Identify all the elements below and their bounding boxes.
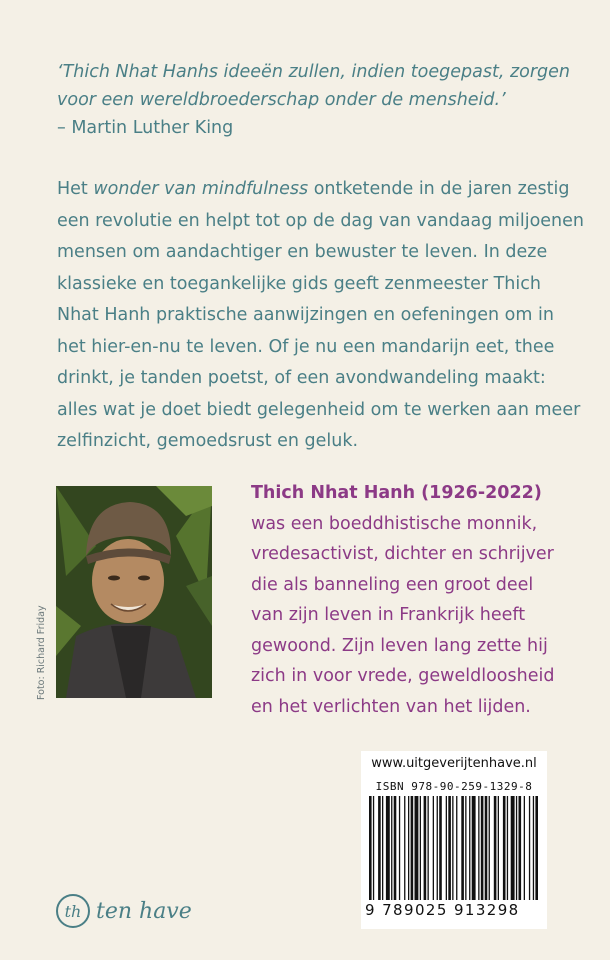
barcode-bar <box>448 796 451 900</box>
author-bio-text: was een boeddhistische monnik, vredesactivist, dichter en schrijver die als banneling een groot deel van zijn leven in Frankrijk heeft gewoond. Zijn leven lang zette hij zich in voor vrede, geweldloosheid en het verlichten van het lijden. <box>251 513 555 717</box>
quote-attribution: – Martin Luther King <box>57 118 234 138</box>
barcode-bar <box>507 796 508 900</box>
barcode-bar <box>378 796 381 900</box>
barcode-bar <box>456 796 457 900</box>
barcode-bar <box>535 796 538 900</box>
barcode-bar <box>519 796 522 900</box>
publisher-url: www.uitgeverijtenhave.nl <box>371 756 537 771</box>
isbn-label: ISBN 978-90-259-1329-8 <box>375 780 533 793</box>
barcode-bar <box>485 796 488 900</box>
barcode-bar <box>481 796 484 900</box>
barcode-bars <box>367 796 541 902</box>
barcode-bar <box>446 796 447 900</box>
barcode-bar <box>391 796 392 900</box>
barcode-panel <box>361 751 547 929</box>
barcode-bar <box>511 796 515 900</box>
barcode-bar <box>472 796 476 900</box>
barcode-bar <box>386 796 390 900</box>
barcode-bar <box>424 796 427 900</box>
barcode-bar <box>399 796 400 900</box>
barcode-bar <box>415 796 419 900</box>
author-name: Thich Nhat Hanh (1926-2022) <box>251 483 542 503</box>
barcode-bar <box>437 796 438 900</box>
photo-credit: Foto: Richard Friday <box>36 605 47 700</box>
barcode-bar <box>529 796 530 900</box>
barcode-bar <box>428 796 429 900</box>
barcode-bar <box>408 796 409 900</box>
barcode-bar <box>494 796 497 900</box>
barcode-bar <box>478 796 479 900</box>
quote-line-2: voor een wereldbroederschap onder de mensheid.’ <box>57 90 506 110</box>
quote-block <box>57 58 577 142</box>
intro-paragraph <box>57 174 587 458</box>
barcode-bar <box>439 796 442 900</box>
barcode-bar <box>382 796 383 900</box>
book-title: wonder van mindfulness <box>93 179 309 199</box>
publisher-name: ten have <box>96 898 192 924</box>
intro-body: ontketende in de jaren zestig een revolutie en helpt tot op de dag van vandaag miljoenen mensen om aandachtiger en bewuster te leven. In deze klassieke en toegankelijke gids geeft zenmeester Thich Nhat Hanh praktische aanwijzingen en oefeningen om in het hier-en-nu te leven. Of je nu een mandarijn eet, thee drinkt, je tanden poetst, of een avondwandeling maakt: alles wat je doet biedt gelegenheid om te werken aan meer zelfinzicht, gemoedsrust en geluk. <box>57 179 585 451</box>
barcode-bar <box>498 796 499 900</box>
barcode-bar <box>452 796 453 900</box>
barcode-bar <box>469 796 470 900</box>
author-photo <box>56 486 212 698</box>
author-portrait-image <box>56 486 212 698</box>
barcode-bar <box>524 796 525 900</box>
barcode-bar <box>404 796 405 900</box>
barcode-bar <box>533 796 534 900</box>
barcode-bar <box>394 796 397 900</box>
barcode-bar <box>411 796 414 900</box>
barcode-bar <box>489 796 490 900</box>
barcode-bar <box>420 796 421 900</box>
publisher-logo <box>56 891 192 931</box>
publisher-monogram: th <box>56 894 90 928</box>
author-bio <box>251 478 571 722</box>
barcode-digits: 9 789025 913298 <box>365 901 520 919</box>
barcode-bar <box>369 796 372 900</box>
quote-line-1: ‘Thich Nhat Hanhs ideeën zullen, indien toegepast, zorgen <box>57 62 571 82</box>
barcode-bar <box>461 796 464 900</box>
barcode-bar <box>516 796 517 900</box>
barcode-bar <box>433 796 434 900</box>
barcode-bar <box>465 796 466 900</box>
barcode-bar <box>373 796 374 900</box>
barcode-bar <box>503 796 506 900</box>
intro-prefix: Het <box>57 179 94 199</box>
